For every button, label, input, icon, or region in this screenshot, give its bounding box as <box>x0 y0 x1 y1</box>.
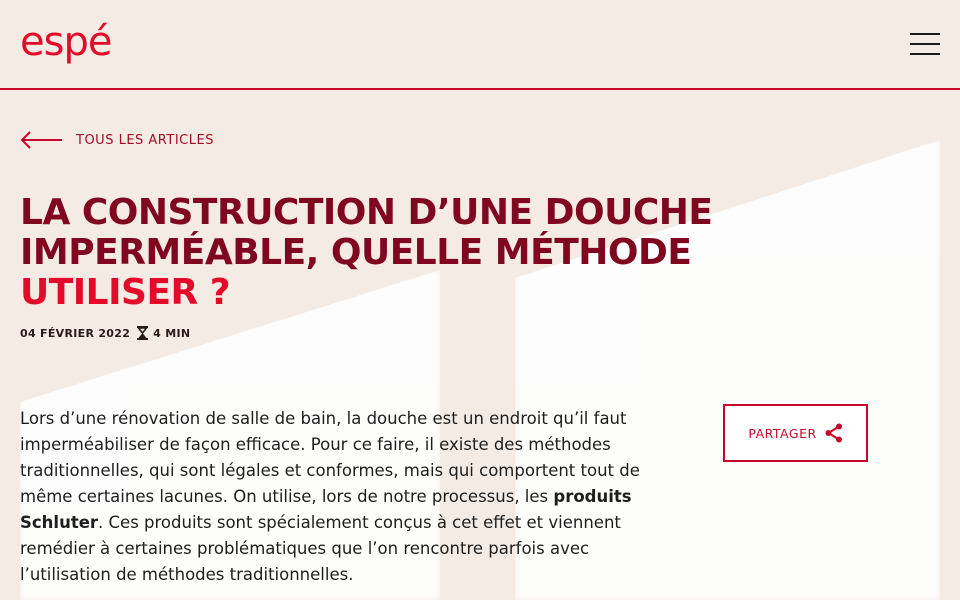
title-line-3: UTILISER ? <box>20 272 231 313</box>
article-meta <box>20 326 190 340</box>
site-header <box>0 0 960 90</box>
hamburger-icon[interactable] <box>910 33 940 55</box>
publish-date: 04 FÉVRIER 2022 <box>20 326 131 340</box>
site-logo[interactable]: espé <box>20 19 112 65</box>
article-text-part-2: . Ces produits sont spécialement conçus à cet effet et viennent remédier à certaines problématiques que l’on rencontre parfois avec l’utilisation de méthodes traditionnelles. <box>20 513 621 584</box>
article-title <box>20 193 920 313</box>
read-time: 4 MIN <box>153 326 191 340</box>
title-line-1: LA CONSTRUCTION D’UNE DOUCHE <box>20 192 713 233</box>
share-label: PARTAGER <box>748 425 817 441</box>
article-body <box>20 406 680 588</box>
back-link-label: TOUS LES ARTICLES <box>76 132 214 148</box>
back-to-articles-link[interactable] <box>20 130 214 150</box>
title-line-2: IMPERMÉABLE, QUELLE MÉTHODE <box>20 232 692 273</box>
share-icon <box>825 423 843 443</box>
arrow-left-icon <box>20 130 64 150</box>
article-text-part-1: Lors d’une rénovation de salle de bain, la douche est un endroit qu’il faut imperméabiliser de façon efficace. Pour ce faire, il existe des méthodes traditionnelles, qui sont légales et conformes, mais qui comportent tout de même certaines lacunes. On utilise, lors de notre processus, les <box>20 409 640 506</box>
hourglass-icon <box>137 326 148 340</box>
share-button[interactable] <box>723 404 868 462</box>
article-text-bold[interactable]: produits Schluter <box>20 487 632 532</box>
